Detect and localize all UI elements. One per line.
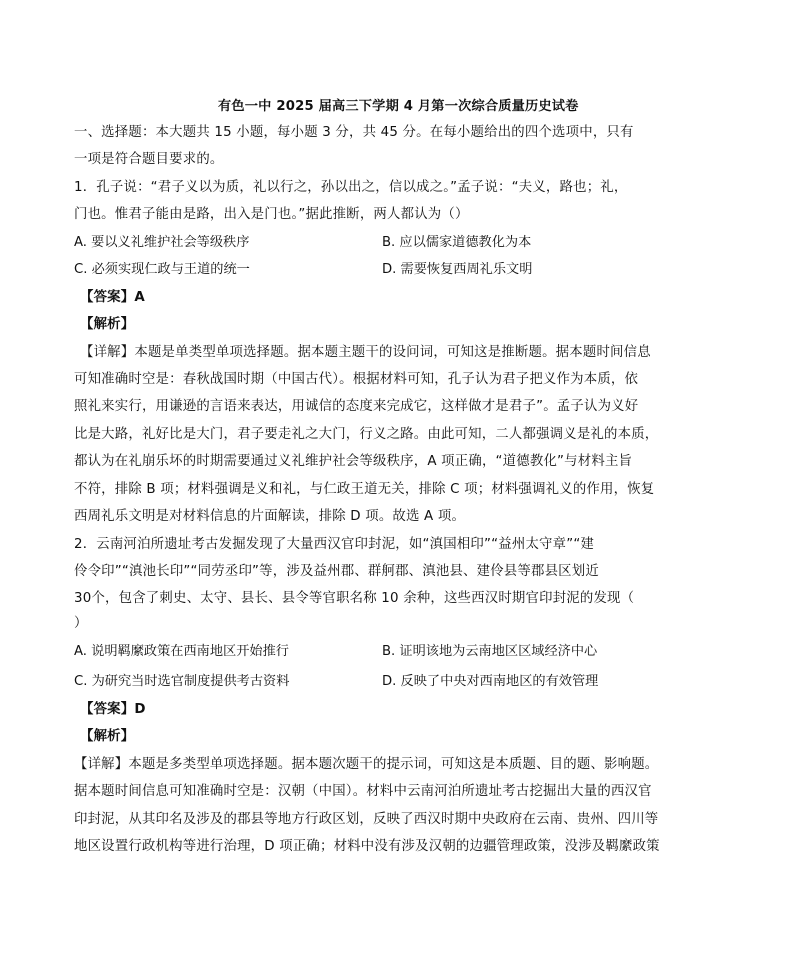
q1-option-b: B. 应以儒家道德教化为本 [382, 235, 532, 250]
q1-detail-line-3: 照礼来实行，用谦逊的言语来表达，用诚信的态度来完成它，这样做才是君子”。孟子认为义好 [74, 399, 639, 414]
q1-detail-line-4: 比是大路，礼好比是大门，君子要走礼之大门，行义之路。由此可知，二人都强调义是礼的本质， [74, 427, 659, 442]
q2-stem-line-1: 2．云南河泊所遗址考古发掘发现了大量西汉官印封泥，如“滇国相印”“益州太守章”“建 [74, 537, 595, 552]
q1-option-c: C. 必须实现仁政与王道的统一 [74, 262, 250, 277]
q2-detail-line-3: 印封泥，从其印名及涉及的郡县等地方行政区划，反映了西汉时期中央政府在云南、贵州、四川等 [74, 812, 659, 827]
q1-detail-line-5: 都认为在礼崩乐坏的时期需要通过义礼维护社会等级秩序，A 项正确，“道德教化”与材料主旨 [74, 454, 633, 469]
section-heading-line-2: 一项是符合题目要求的。 [74, 152, 224, 167]
q1-stem-line-1: 1．孔子说：“君子义以为质，礼以行之，孙以出之，信以成之。”孟子说：“夫义，路也；礼， [74, 180, 628, 195]
q2-detail-line-4: 地区设置行政机构等进行治理，D 项正确；材料中没有涉及汉朝的边疆管理政策，没涉及羁縻政策 [74, 839, 660, 854]
q2-answer: 【答案】D [80, 702, 146, 717]
q1-answer: 【答案】A [80, 290, 145, 305]
q1-option-d: D. 需要恢复西周礼乐文明 [382, 262, 533, 277]
q2-stem-line-3: 30个，包含了刺史、太守、县长、县令等官职名称 10 余种，这些西汉时期官印封泥的发现（ [74, 591, 635, 606]
q1-analysis-label: 【解析】 [80, 317, 135, 332]
q2-detail-line-1: 【详解】本题是多类型单项选择题。据本题次题干的提示词，可知这是本质题、目的题、影响题。 [74, 757, 659, 772]
q2-analysis-label: 【解析】 [80, 729, 135, 744]
q1-detail-line-2: 可知准确时空是：春秋战国时期（中国古代）。根据材料可知，孔子认为君子把义作为本质，依 [74, 372, 639, 387]
q2-option-a: A. 说明羁縻政策在西南地区开始推行 [74, 644, 289, 659]
q2-option-c: C. 为研究当时选官制度提供考古资料 [74, 674, 290, 689]
q2-stem-line-2: 伶令印”“滇池长印”“同劳丞印”等，涉及益州郡、群舸郡、滇池县、建伶县等郡县区划近 [74, 564, 599, 579]
q1-detail-line-1: 【详解】本题是单类型单项选择题。据本题主题干的设问词，可知这是推断题。据本题时间信息 [80, 345, 651, 360]
q2-option-d: D. 反映了中央对西南地区的有效管理 [382, 674, 599, 689]
page-title: 有色一中 2025 届高三下学期 4 月第一次综合质量历史试卷 [218, 99, 579, 114]
q2-option-b: B. 证明该地为云南地区区域经济中心 [382, 644, 598, 659]
q1-detail-line-7: 西周礼乐文明是对材料信息的片面解读，排除 D 项。故选 A 项。 [74, 509, 466, 524]
q1-stem-line-2: 门也。惟君子能由是路，出入是门也。”据此推断，两人都认为（） [74, 207, 469, 222]
section-heading-line-1: 一、选择题：本大题共 15 小题，每小题 3 分，共 45 分。在每小题给出的四个选项中，只有 [74, 125, 634, 140]
q2-stem-line-4: ） [74, 616, 88, 631]
q1-detail-line-6: 不符，排除 B 项；材料强调是义和礼，与仁政王道无关，排除 C 项；材料强调礼义的作用，恢复 [74, 482, 655, 497]
q1-option-a: A. 要以义礼维护社会等级秩序 [74, 235, 250, 250]
q2-detail-line-2: 据本题时间信息可知准确时空是：汉朝（中国）。材料中云南河泊所遗址考古挖掘出大量的西汉官 [74, 784, 652, 799]
